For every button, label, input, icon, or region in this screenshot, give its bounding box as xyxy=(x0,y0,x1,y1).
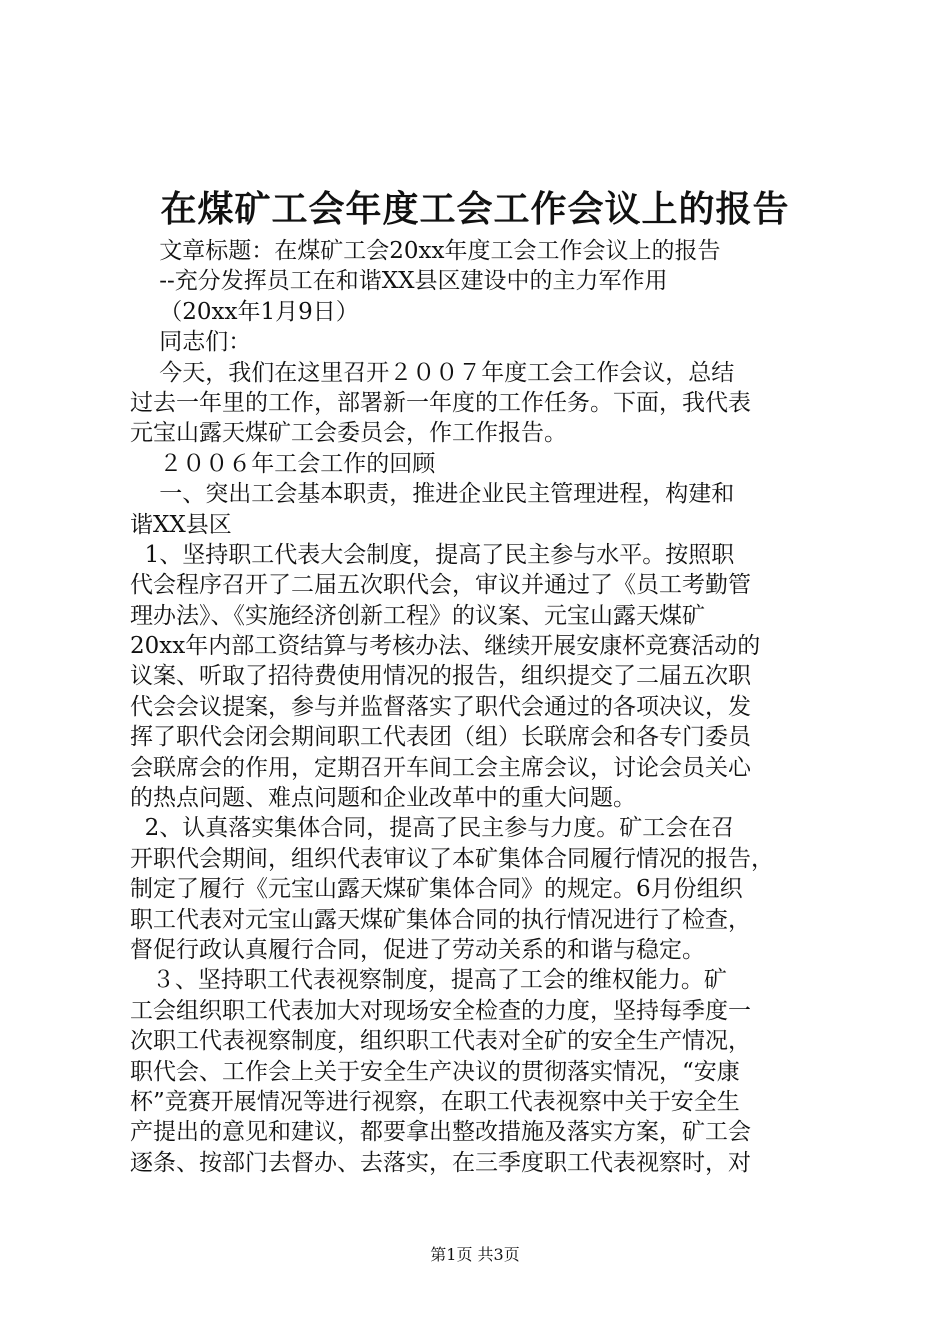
body-text-line: 次职工代表视察制度，组织职工代表对全矿的安全生产情况， xyxy=(130,1028,751,1055)
body-text-line: 代会程序召开了二届五次职代会，审议并通过了《员工考勤管 xyxy=(130,572,751,599)
body-text-line: 工会组织职工代表加大对现场安全检查的力度，坚持每季度一 xyxy=(130,997,751,1024)
body-text-line: 的热点问题、难点问题和企业改革中的重大问题。 xyxy=(130,785,636,812)
body-text-line: 产提出的意见和建议，都要拿出整改措施及落实方案，矿工会 xyxy=(130,1119,751,1146)
body-text-line: 2、认真落实集体合同，提高了民主参与力度。矿工会在召 xyxy=(130,815,735,842)
body-text-line: 会联席会的作用，定期召开车间工会主席会议，讨论会员关心 xyxy=(130,754,751,781)
body-text-line: 代会会议提案，参与并监督落实了职代会通过的各项决议，发 xyxy=(130,693,751,720)
document-body xyxy=(130,236,830,1178)
body-text-line: 1、坚持职工代表大会制度，提高了民主参与水平。按照职 xyxy=(130,541,735,568)
page-footer: 第1页 共3页 xyxy=(430,1245,520,1264)
body-text-line: 同志们： xyxy=(130,329,252,356)
body-text-line: 逐条、按部门去督办、去落实，在三季度职工代表视察时，对 xyxy=(130,1149,751,1176)
body-text-line: （20xx年1月9日） xyxy=(130,298,359,325)
body-text-line: ３、坚持职工代表视察制度，提高了工会的维权能力。矿 xyxy=(130,967,727,994)
body-text-line: 督促行政认真履行合同，促进了劳动关系的和谐与稳定。 xyxy=(130,936,705,963)
body-text-line: 杯”竞赛开展情况等进行视察，在职工代表视察中关于安全生 xyxy=(130,1088,740,1115)
document-title: 在煤矿工会年度工会工作会议上的报告 xyxy=(160,188,790,230)
body-text-line: 挥了职代会闭会期间职工代表团（组）长联席会和各专门委员 xyxy=(130,724,751,751)
body-text-line: 元宝山露天煤矿工会委员会，作工作报告。 xyxy=(130,420,567,447)
body-text-line: 理办法》、《实施经济创新工程》的议案、元宝山露天煤矿 xyxy=(130,602,705,629)
body-text-line: 过去一年里的工作，部署新一年度的工作任务。下面，我代表 xyxy=(130,389,751,416)
body-text-line: 20xx年内部工资结算与考核办法、继续开展安康杯竞赛活动的 xyxy=(130,633,761,660)
body-text-line: 议案、听取了招待费使用情况的报告，组织提交了二届五次职 xyxy=(130,663,751,690)
body-text-line: 谐XX县区 xyxy=(130,511,232,538)
body-text-line: 职工代表对元宝山露天煤矿集体合同的执行情况进行了检查， xyxy=(130,906,751,933)
body-text-line: --充分发挥员工在和谐XX县区建设中的主力军作用 xyxy=(130,268,668,295)
body-text-line: ２００６年工会工作的回顾 xyxy=(130,450,436,477)
body-text-line: 今天，我们在这里召开２００７年度工会工作会议，总结 xyxy=(130,359,735,386)
body-text-line: 一、突出工会基本职责，推进企业民主管理进程，构建和 xyxy=(130,481,735,508)
body-text-line: 职代会、工作会上关于安全生产决议的贯彻落实情况，“安康 xyxy=(130,1058,740,1085)
body-text-line: 文章标题：在煤矿工会20xx年度工会工作会议上的报告 xyxy=(130,238,721,264)
body-text-line: 开职代会期间，组织代表审议了本矿集体合同履行情况的报告， xyxy=(130,845,774,872)
body-text-line: 制定了履行《元宝山露天煤矿集体合同》的规定。6月份组织 xyxy=(130,876,743,903)
